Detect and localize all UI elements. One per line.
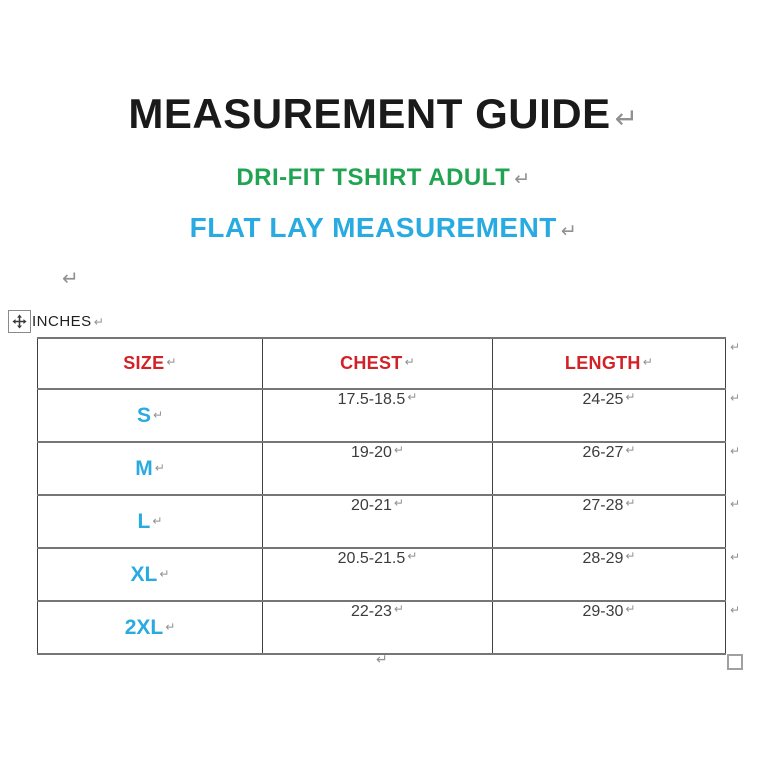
- size-cell: 2XL ↵: [38, 601, 263, 654]
- chest-cell: 19-20 ↵: [263, 442, 493, 495]
- inches-label: INCHES: [32, 313, 92, 330]
- cell-mark: ↵: [407, 549, 418, 563]
- table-row-l: [38, 495, 726, 548]
- cell-mark: ↵: [154, 460, 165, 475]
- paragraph-mark: ↵: [614, 102, 639, 135]
- row-end-marks: [730, 337, 752, 657]
- cell-mark: ↵: [159, 566, 170, 581]
- size-cell: S ↵: [38, 389, 263, 442]
- size-cell: XL ↵: [38, 548, 263, 601]
- table-row-m: [38, 442, 726, 495]
- size-cell: L ↵: [38, 495, 263, 548]
- subtitle-measurement: [0, 212, 767, 244]
- chest-cell: 20.5-21.5 ↵: [263, 548, 493, 601]
- length-cell: 29-30 ↵: [493, 601, 726, 654]
- cell-mark: ↵: [642, 355, 654, 369]
- chest-cell: 22-23 ↵: [263, 601, 493, 654]
- table-header-row: [38, 338, 726, 389]
- measurement-table: [37, 337, 726, 655]
- table-row-2xl: [38, 601, 726, 654]
- chest-cell: 17.5-18.5 ↵: [263, 389, 493, 442]
- table-row-s: [38, 389, 726, 442]
- row-end-mark: ↵: [730, 391, 741, 405]
- header-cell-length: LENGTH ↵: [493, 338, 726, 389]
- row-end-mark: ↵: [730, 497, 741, 511]
- paragraph-mark: ↵: [62, 266, 79, 290]
- paragraph-mark: ↵: [560, 220, 578, 242]
- length-cell: 26-27 ↵: [493, 442, 726, 495]
- subtitle-product: [0, 164, 767, 192]
- cell-mark: ↵: [166, 355, 177, 369]
- cell-mark: ↵: [165, 619, 176, 634]
- cell-mark: ↵: [393, 443, 404, 457]
- table-row-xl: [38, 548, 726, 601]
- page-title-text: MEASUREMENT GUIDE: [128, 90, 611, 137]
- row-end-mark: ↵: [730, 444, 741, 458]
- paragraph-mark: ↵: [376, 652, 388, 668]
- cell-mark: ↵: [393, 496, 404, 510]
- paragraph-mark: ↵: [93, 314, 104, 329]
- cell-mark: ↵: [393, 602, 404, 616]
- move-arrows-icon: [12, 314, 27, 329]
- subtitle-product-text: DRI-FIT TSHIRT ADULT: [236, 164, 511, 191]
- length-cell: 27-28 ↵: [493, 495, 726, 548]
- chest-cell: 20-21 ↵: [263, 495, 493, 548]
- length-cell: 28-29 ↵: [493, 548, 726, 601]
- cell-mark: ↵: [625, 443, 636, 457]
- cell-mark: ↵: [625, 496, 636, 510]
- cell-mark: ↵: [152, 513, 163, 528]
- header-cell-chest: CHEST ↵: [263, 338, 493, 389]
- cell-mark: ↵: [625, 602, 636, 616]
- table-move-handle[interactable]: [8, 310, 31, 333]
- inches-caption-row: [8, 310, 104, 333]
- cell-mark: ↵: [152, 407, 164, 422]
- length-cell: 24-25 ↵: [493, 389, 726, 442]
- cell-mark: ↵: [625, 390, 636, 404]
- subtitle-measurement-text: FLAT LAY MEASUREMENT: [189, 212, 557, 243]
- paragraph-mark: ↵: [514, 168, 531, 190]
- size-cell: M ↵: [38, 442, 263, 495]
- table-resize-handle[interactable]: [727, 654, 743, 670]
- cell-mark: ↵: [404, 355, 415, 369]
- header-cell-size: SIZE ↵: [38, 338, 263, 389]
- row-end-mark: ↵: [730, 340, 741, 354]
- row-end-mark: ↵: [730, 550, 741, 564]
- cell-mark: ↵: [625, 549, 636, 563]
- row-end-mark: ↵: [730, 603, 741, 617]
- cell-mark: ↵: [407, 390, 418, 404]
- page-title: [0, 90, 767, 138]
